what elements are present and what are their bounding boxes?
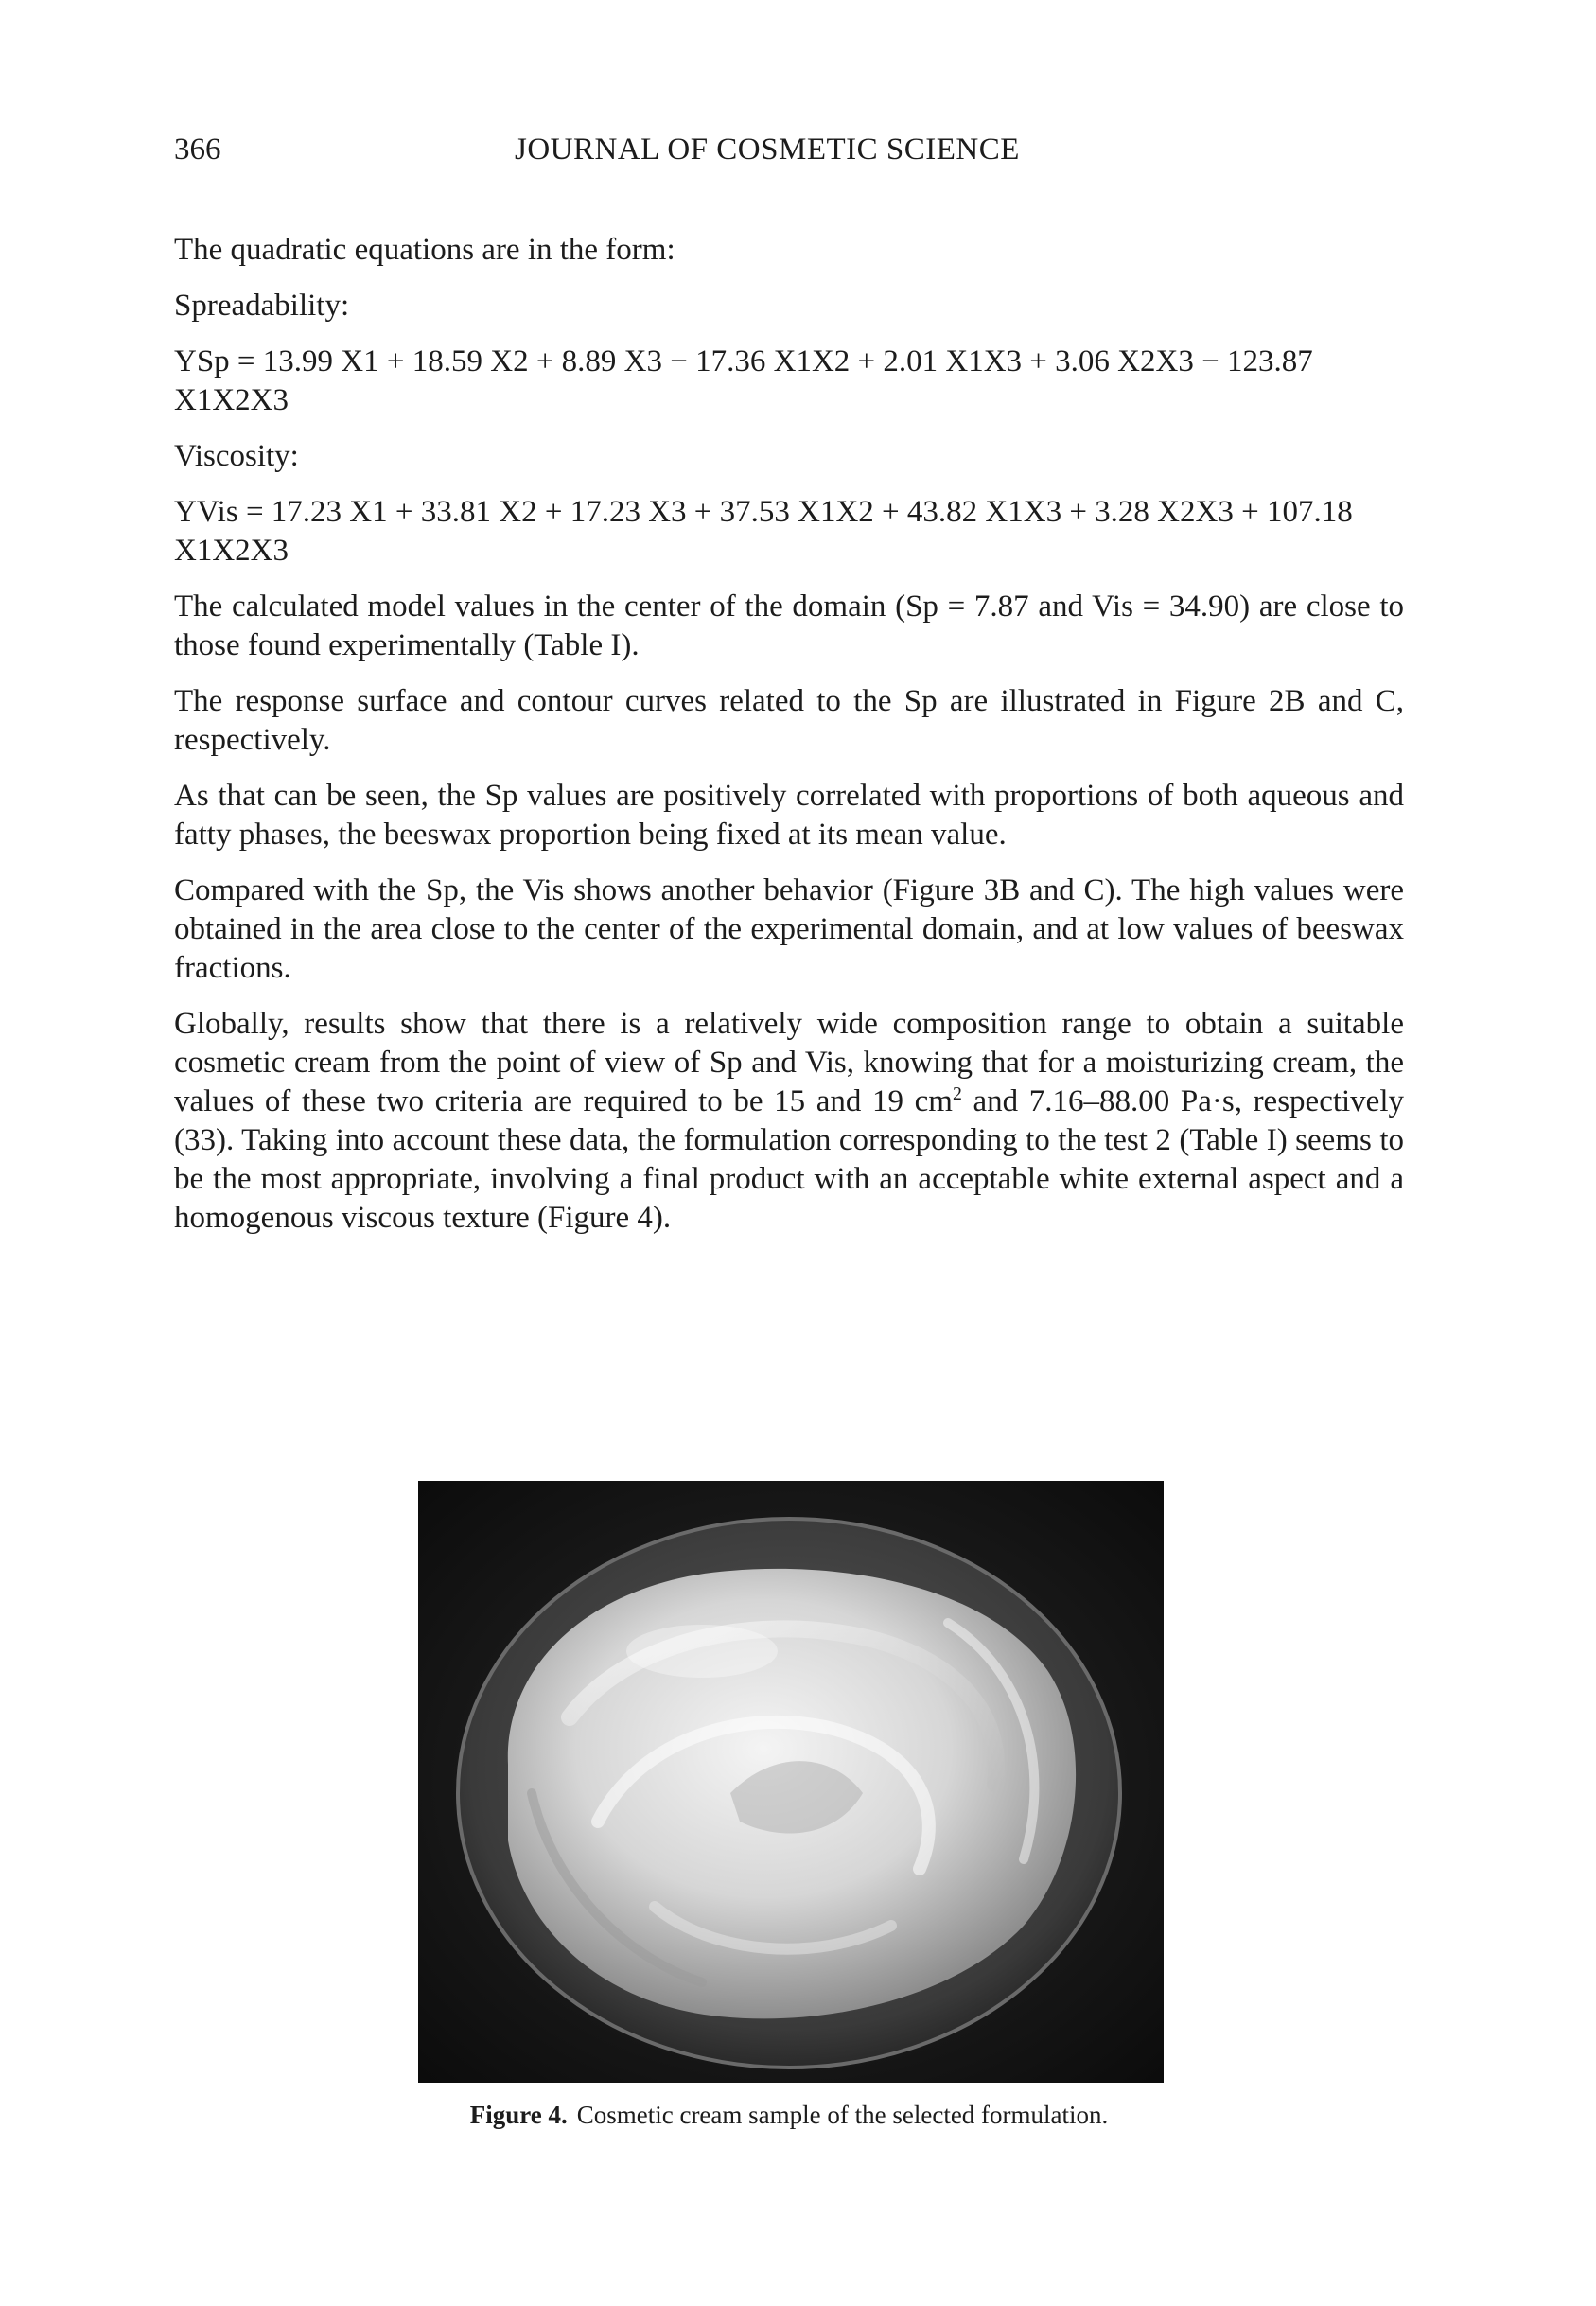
paragraph-viscosity-behavior: Compared with the Sp, the Vis shows another behavior (Figure 3B and C). The high values were obtained in the area close to the center of the experimental domain, and at low values of beeswax fractions.: [174, 873, 1404, 985]
figure-label: Figure 4.: [469, 2101, 568, 2129]
paragraph-conclusion: [174, 1005, 1404, 1238]
figure-caption: [174, 2099, 1404, 2131]
running-head: [174, 131, 1404, 168]
paragraph-model-values: The calculated model values in the center of the domain (Sp = 7.87 and Vis = 34.90) are close to those found experimentally (Table I).: [174, 590, 1404, 662]
journal-title: JOURNAL OF COSMETIC SCIENCE: [515, 132, 1020, 167]
paragraph-correlation: As that can be seen, the Sp values are positively correlated with proportions of both aqueous and fatty phases, the beeswax proportion being fixed at its mean value.: [174, 779, 1404, 852]
equation-spreadability: YSp = 13.99 X1 + 18.59 X2 + 8.89 X3 − 17.36 X1X2 + 2.01 X1X3 + 3.06 X2X3 − 123.87 X1X2X3: [174, 344, 1313, 417]
paragraph-intro: The quadratic equations are in the form:: [174, 233, 675, 267]
cream-sample-image: [418, 1481, 1164, 2083]
conclusion-text-2: and 7.16–88.00 Pa·s, respectively (33). Taking into account these data, the formulation corresponding to the test 2 (Table I) seems to be the most appropriate, involving a final product with an acceptable white external aspect and a homogenous viscous texture (Figure 4).: [174, 1084, 1404, 1235]
label-viscosity: Viscosity:: [174, 439, 299, 473]
equation-viscosity: YVis = 17.23 X1 + 33.81 X2 + 17.23 X3 + 37.53 X1X2 + 43.82 X1X3 + 3.28 X2X3 + 107.18 X1X2X3: [174, 495, 1353, 568]
body-text: [174, 231, 1404, 1255]
figure-caption-text: Cosmetic cream sample of the selected formulation.: [576, 2101, 1109, 2129]
figure-4-photo: [418, 1481, 1164, 2083]
page-number: 366: [174, 132, 221, 167]
superscript-2: 2: [952, 1083, 962, 1104]
label-spreadability: Spreadability:: [174, 289, 350, 323]
conclusion-text-1: Globally, results show that there is a relatively wide composition range to obtain a suitable cosmetic cream from the point of view of Sp and Vis, knowing that for a moisturizing cream, the values of these two criteria are required to be 15 and 19 cm: [174, 1007, 1404, 1118]
paragraph-response-surface: The response surface and contour curves related to the Sp are illustrated in Figure 2B and C, respectively.: [174, 684, 1404, 757]
